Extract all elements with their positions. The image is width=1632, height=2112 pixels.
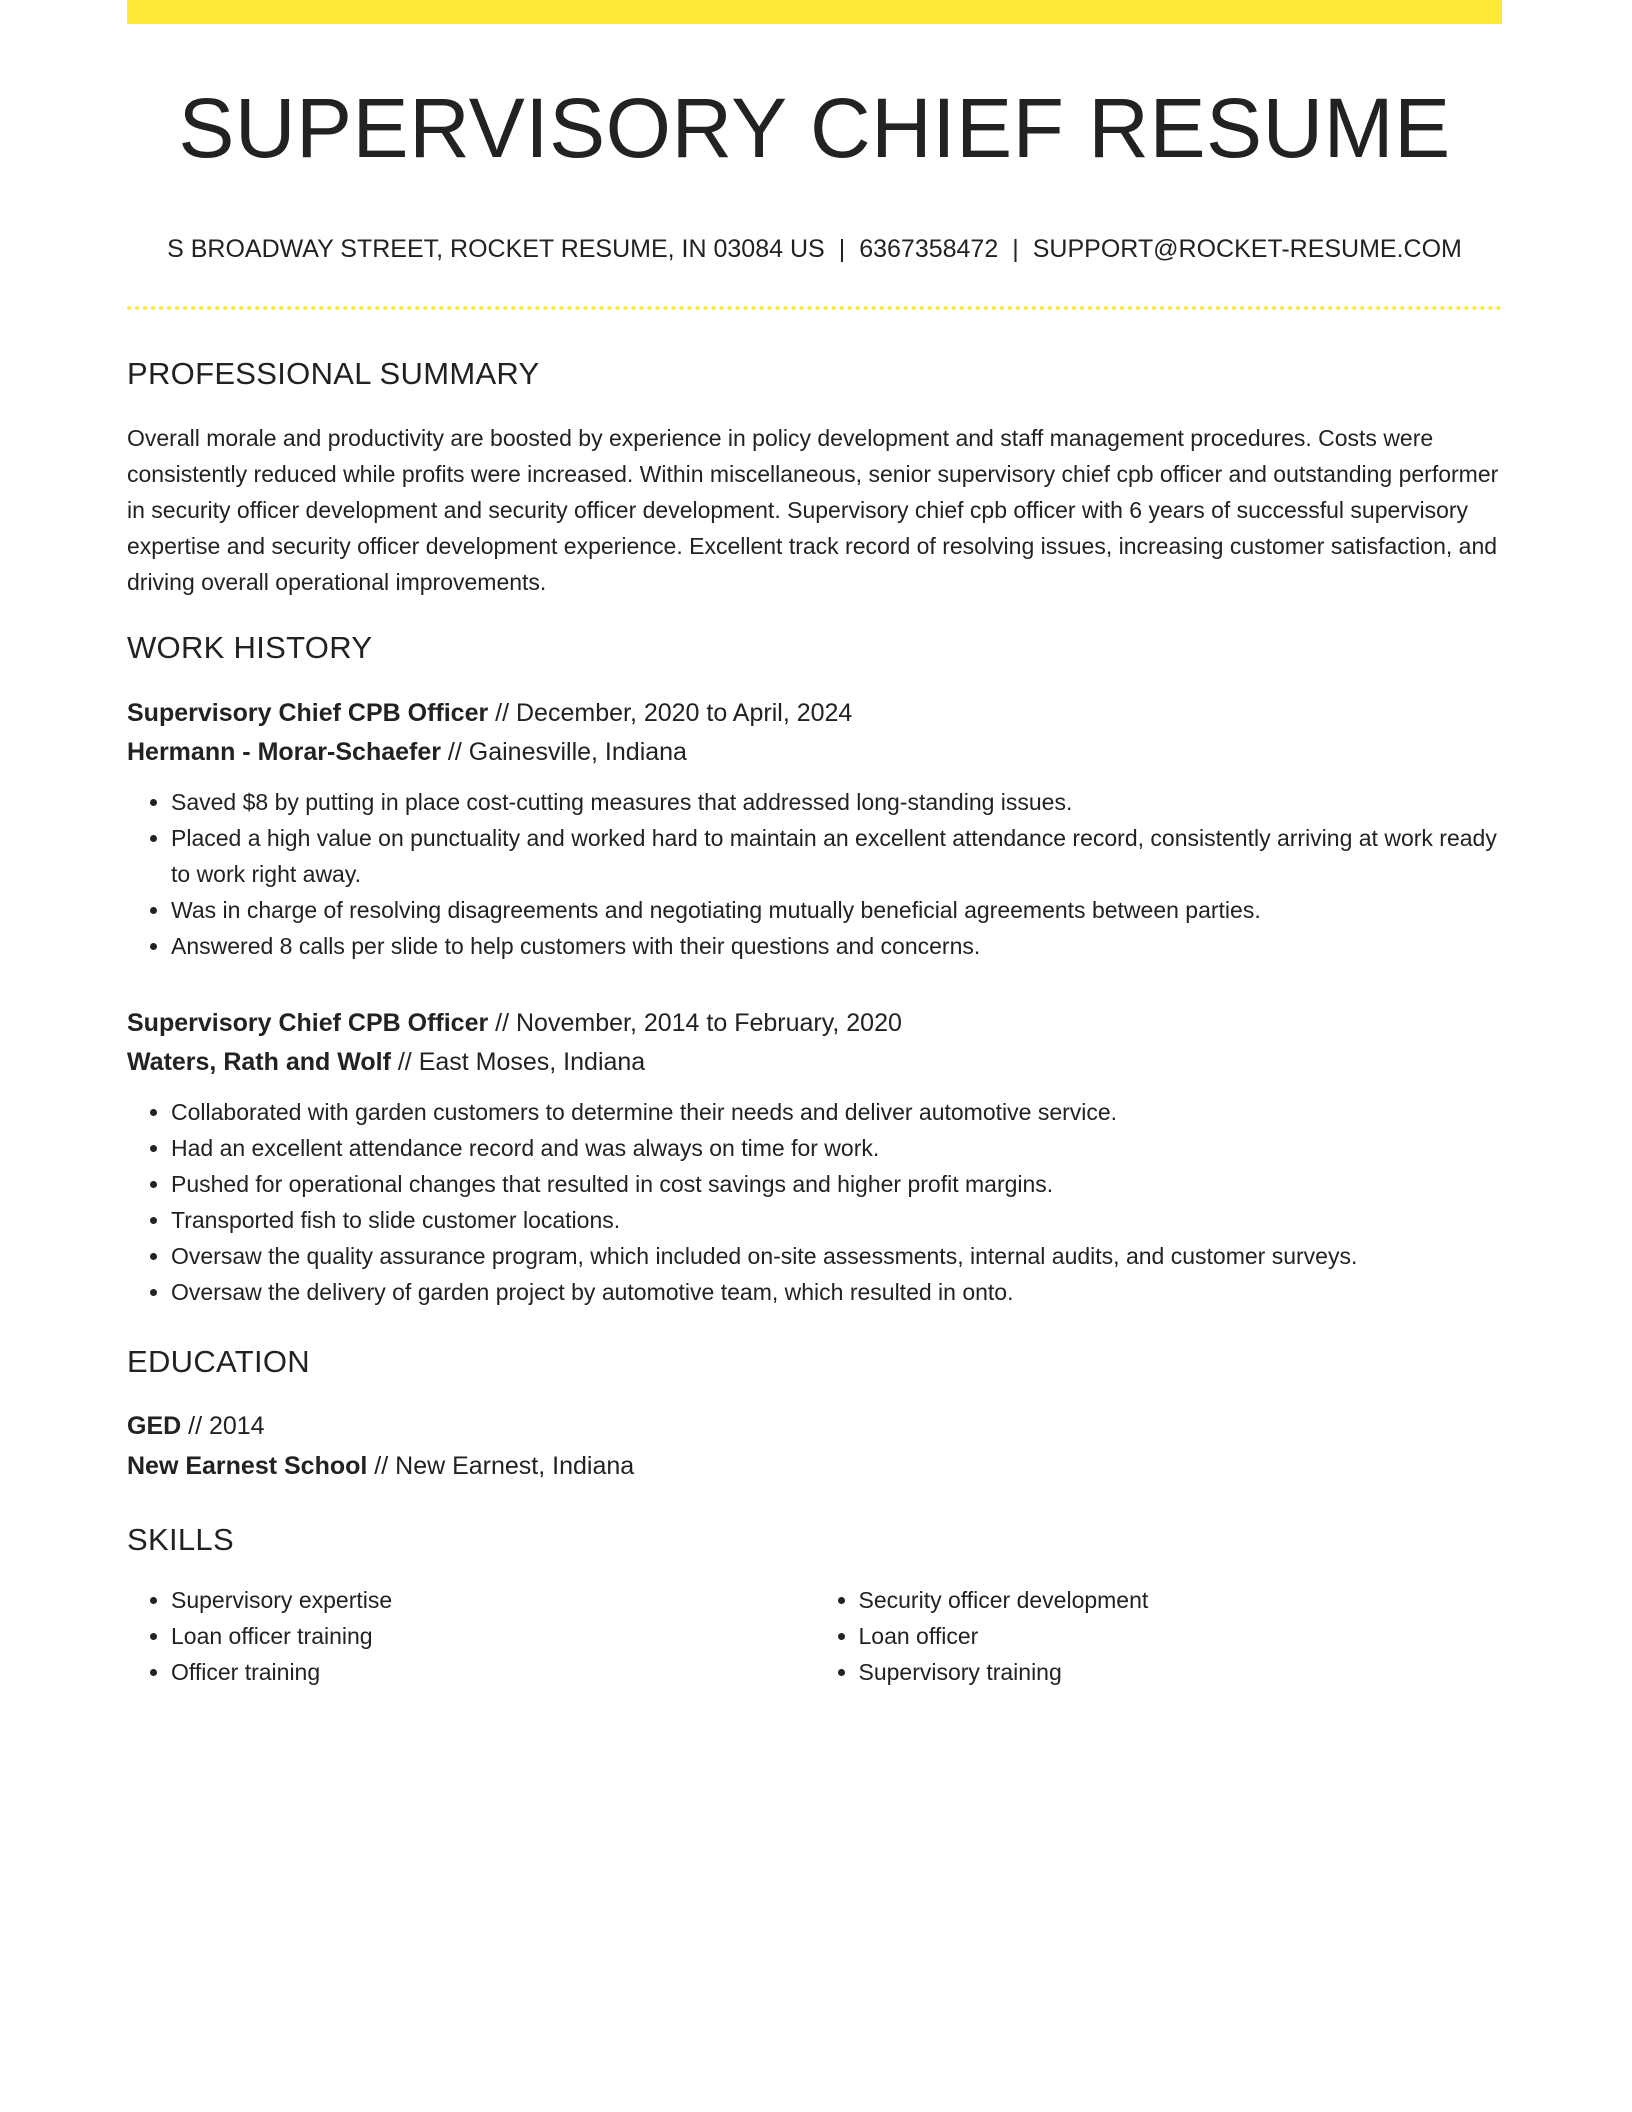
skill-item: • Loan officer: [859, 1618, 1503, 1654]
job-location: // East Moses, Indiana: [390, 1048, 646, 1077]
skills-list: [127, 1582, 815, 1690]
resume-title: SUPERVISORY CHIEF RESUME: [178, 81, 1451, 175]
separator: |: [1012, 235, 1019, 264]
degree-year: // 2014: [181, 1412, 265, 1441]
resume-page: [127, 0, 1502, 1690]
list-item: • Oversaw the quality assurance program, which included on-site assessments, internal audits, and customer surveys.: [171, 1238, 1502, 1274]
skills-column-left: [127, 1582, 815, 1690]
phone: 6367358472: [859, 235, 999, 264]
work-history-heading: WORK HISTORY: [127, 630, 373, 666]
skills-heading: SKILLS: [127, 1522, 234, 1558]
job-location: // Gainesville, Indiana: [440, 738, 687, 767]
job-title-line: [127, 694, 1502, 733]
email: SUPPORT@ROCKET-RESUME.COM: [1032, 235, 1462, 264]
list-item: • Oversaw the delivery of garden project by automotive team, which resulted in onto.: [171, 1274, 1502, 1310]
skill-item: • Loan officer training: [171, 1618, 815, 1654]
list-item: • Had an excellent attendance record and was always on time for work.: [171, 1130, 1502, 1166]
job-role: Supervisory Chief CPB Officer: [127, 1009, 489, 1038]
job-company: Hermann - Morar-Schaefer: [127, 738, 441, 767]
education-entry: [127, 1406, 1502, 1486]
header-divider: [127, 306, 1502, 310]
separator: |: [838, 235, 846, 264]
job-bullets: [127, 784, 1502, 964]
list-item: • Transported fish to slide customer locations.: [171, 1202, 1502, 1238]
skill-item: • Security officer development: [859, 1582, 1503, 1618]
accent-bar: [127, 0, 1502, 24]
list-item: • Was in charge of resolving disagreements and negotiating mutually beneficial agreements between parties.: [171, 892, 1502, 928]
skills-column-right: [815, 1582, 1503, 1690]
list-item: • Placed a high value on punctuality and worked hard to maintain an excellent attendance record, consistently arriving at work ready to work right away.: [171, 820, 1502, 892]
summary-text: Overall morale and productivity are boosted by experience in policy development and staff management procedures. Costs were consistently reduced while profits were increased. Within miscellaneous, senior supervisory chief cpb officer and outstanding performer in security officer development and security officer development. Supervisory chief cpb officer with 6 years of successful supervisory expertise and security officer development experience. Excellent track record of resolving issues, increasing customer satisfaction, and driving overall operational improvements.: [127, 425, 1499, 596]
skill-item: • Supervisory expertise: [171, 1582, 815, 1618]
job-entry: [127, 1004, 1502, 1310]
skills-grid: [127, 1582, 1502, 1690]
skills-list: [815, 1582, 1503, 1690]
contact-line: [127, 234, 1502, 264]
list-item: • Collaborated with garden customers to determine their needs and deliver automotive service.: [171, 1094, 1502, 1130]
address: S BROADWAY STREET, ROCKET RESUME, IN 03084 US: [167, 235, 825, 264]
list-item: • Pushed for operational changes that resulted in cost savings and higher profit margins.: [171, 1166, 1502, 1202]
list-item: • Answered 8 calls per slide to help customers with their questions and concerns.: [171, 928, 1502, 964]
job-dates: // December, 2020 to April, 2024: [488, 699, 853, 728]
degree-line: [127, 1406, 1502, 1446]
list-item: • Saved $8 by putting in place cost-cutting measures that addressed long-standing issues.: [171, 784, 1502, 820]
school-location: // New Earnest, Indiana: [367, 1452, 635, 1481]
job-company: Waters, Rath and Wolf: [127, 1048, 391, 1077]
job-role: Supervisory Chief CPB Officer: [127, 699, 489, 728]
school-line: [127, 1446, 1502, 1486]
job-dates: // November, 2014 to February, 2020: [488, 1009, 902, 1038]
summary-heading: PROFESSIONAL SUMMARY: [127, 356, 540, 392]
education-heading: EDUCATION: [127, 1344, 310, 1380]
job-entry: [127, 694, 1502, 964]
school-name: New Earnest School: [127, 1452, 368, 1481]
degree: GED: [127, 1412, 182, 1441]
job-company-line: [127, 733, 1502, 772]
job-company-line: [127, 1043, 1502, 1082]
skill-item: • Officer training: [171, 1654, 815, 1690]
job-bullets: [127, 1094, 1502, 1310]
job-title-line: [127, 1004, 1502, 1043]
skill-item: • Supervisory training: [859, 1654, 1503, 1690]
